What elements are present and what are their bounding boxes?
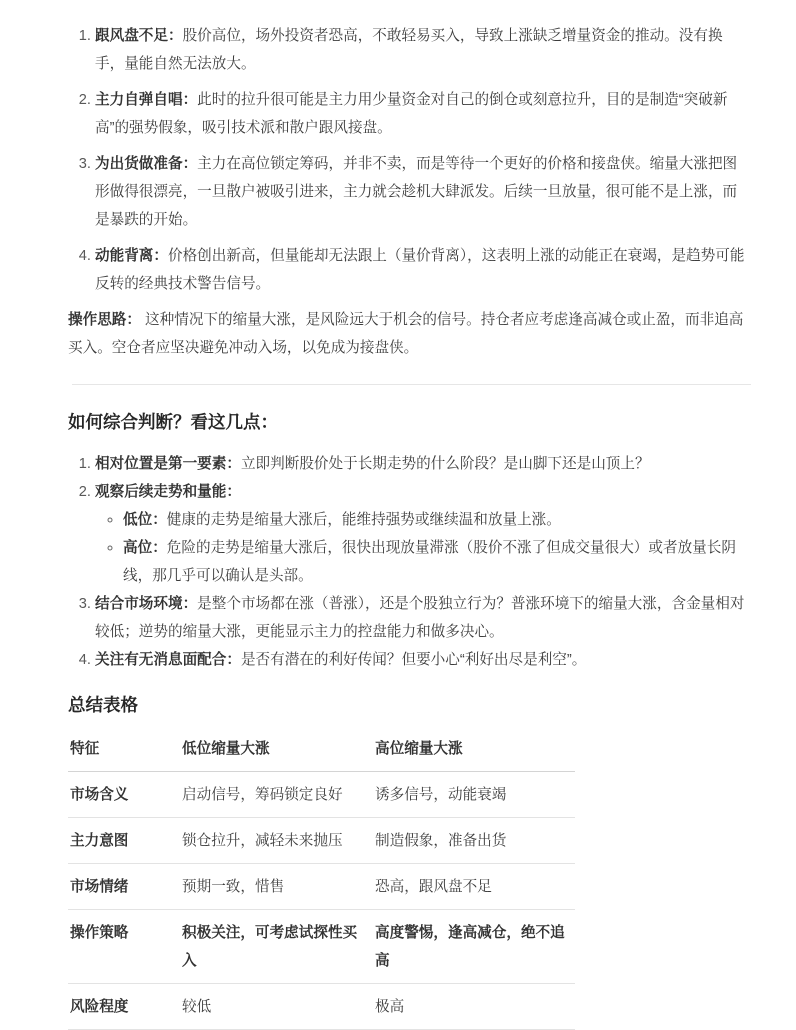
item-lead: 为出货做准备： [95,156,198,172]
position-sub-list [95,506,751,590]
list-item [95,150,751,234]
item-lead: 结合市场环境： [95,596,198,612]
strategy-text: 这种情况下的缩量大涨，是风险远大于机会的信号。持仓者应考虑逢高减仓或止盈，而非追高买入。空仓者应坚决避免冲动入场，以免成为接盘侠。 [68,312,744,356]
judge-checklist [68,450,751,674]
table-cell-feature: 市场情绪 [68,864,180,910]
table-cell-high: 恐高，跟风盘不足 [373,864,575,910]
table-cell-low: 积极关注，可考虑试探性买入 [180,910,373,984]
table-cell-high: 高度警惕，逢高减仓，绝不追高 [373,910,575,984]
item-lead: 关注有无消息面配合： [95,652,241,668]
column-header-low: 低位缩量大涨 [180,729,373,772]
table-row [68,864,575,910]
table-cell-feature: 操作策略 [68,910,180,984]
sub-list-item [123,534,751,590]
table-cell-low: 预期一致，惜售 [180,864,373,910]
item-text: 是否有潜在的利好传闻？但要小心“利好出尽是利空”。 [240,652,587,668]
table-cell-low: 启动信号，筹码锁定良好 [180,772,373,818]
column-header-high: 高位缩量大涨 [373,729,575,772]
section-divider [72,384,751,385]
item-lead: 低位： [123,512,167,528]
summary-section-heading: 总结表格 [68,695,138,715]
table-row [68,984,575,1030]
list-item [95,590,751,646]
list-item [95,450,751,478]
list-item [95,242,751,298]
table-cell-feature: 风险程度 [68,984,180,1030]
table-cell-feature: 市场含义 [68,772,180,818]
item-text: 此时的拉升很可能是主力用少量资金对自己的倒仓或刻意拉升，目的是制造“突破新高”的强势假象，吸引技术派和散户跟风接盘。 [95,92,728,136]
table-row [68,910,575,984]
strategy-lead: 操作思路： [68,312,141,328]
list-item [95,478,751,590]
table-cell-high: 极高 [373,984,575,1030]
table-cell-feature: 主力意图 [68,818,180,864]
item-lead: 动能背离： [95,248,168,264]
item-lead: 跟风盘不足： [95,28,183,44]
item-text: 主力在高位锁定筹码，并非不卖，而是等待一个更好的价格和接盘侠。缩量大涨把图形做得很漂亮，一旦散户被吸引进来，主力就会趁机大肆派发。后续一旦放量，很可能不是上涨，而是暴跌的开始。 [95,156,738,228]
list-item [95,22,751,78]
item-text: 是整个市场都在涨（普涨），还是个股独立行为？普涨环境下的缩量大涨，含金量相对较低；逆势的缩量大涨，更能显示主力的控盘能力和做多决心。 [95,596,745,640]
judge-section-heading: 如何综合判断？看这几点： [68,412,278,432]
item-text: 立即判断股价处于长期走势的什么阶段？是山脚下还是山顶上？ [240,456,650,472]
item-lead: 主力自弹自唱： [95,92,198,108]
item-lead: 观察后续走势和量能： [95,484,241,500]
strategy-paragraph [68,306,751,362]
item-lead: 高位： [123,540,167,556]
item-text: 价格创出新高，但量能却无法跟上（量价背离），这表明上涨的动能正在衰竭，是趋势可能反转的经典技术警告信号。 [95,248,745,292]
sub-list-item [123,506,751,534]
list-item [95,86,751,142]
list-item [95,646,751,674]
table-cell-low: 较低 [180,984,373,1030]
table-row [68,818,575,864]
table-cell-high: 制造假象，准备出货 [373,818,575,864]
item-text: 健康的走势是缩量大涨后，能维持强势或继续温和放量上涨。 [166,512,561,528]
summary-table [68,729,575,1030]
risk-factors-list [68,22,751,298]
table-cell-low: 锁仓拉升，减轻未来抛压 [180,818,373,864]
item-text: 股价高位，场外投资者恐高，不敢轻易买入，导致上涨缺乏增量资金的推动。没有换手，量能自然无法放大。 [95,28,723,72]
table-row [68,772,575,818]
item-text: 危险的走势是缩量大涨后，很快出现放量滞涨（股价不涨了但成交量很大）或者放量长阴线，那几乎可以确认是头部。 [123,540,736,584]
item-lead: 相对位置是第一要素： [95,456,241,472]
table-cell-high: 诱多信号，动能衰竭 [373,772,575,818]
table-header-row [68,729,575,772]
column-header-feature: 特征 [68,729,180,772]
